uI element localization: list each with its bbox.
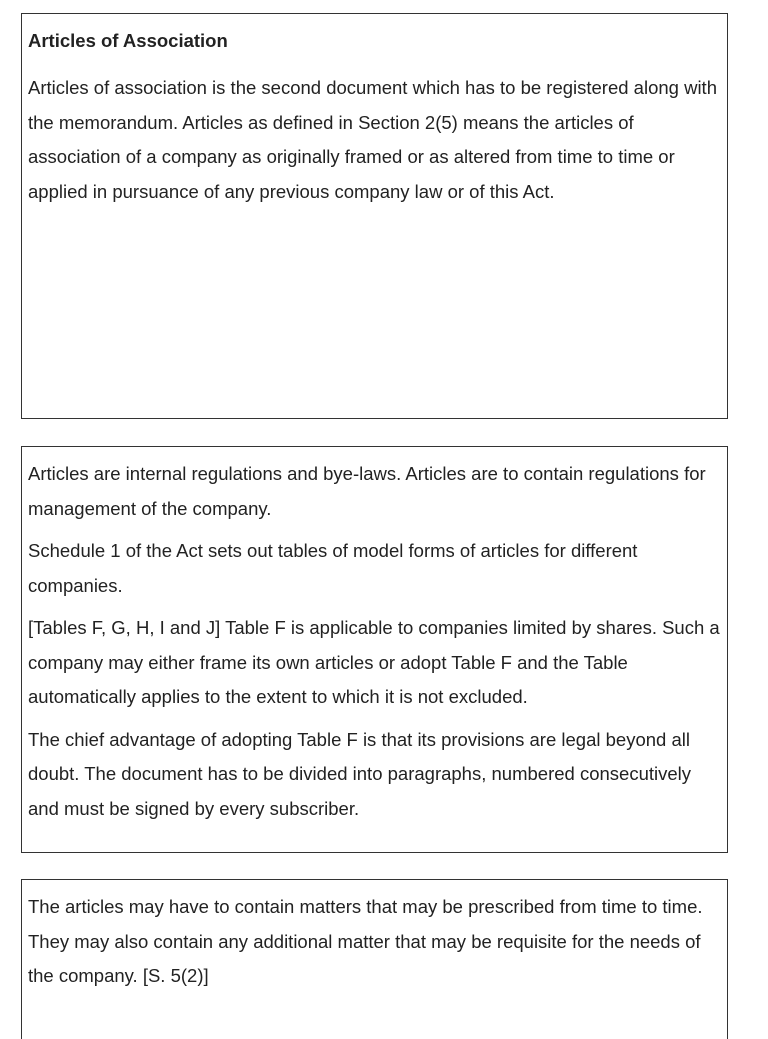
slide-box-contents bbox=[21, 879, 728, 1039]
paragraph-advantage: The chief advantage of adopting Table F is that its provisions are legal beyond all doubt. The document has to be divided into paragraphs, numbered consecutively and must be signed by every subscriber. bbox=[28, 728, 692, 819]
section-heading: Articles of Association bbox=[28, 30, 228, 51]
paragraph-table-f: [Tables F, G, H, I and J] Table F is applicable to companies limited by shares. Such a company may either frame its own articles or adopt Table F and the Table automatically applies to the extent to which it is not excluded. bbox=[28, 617, 720, 707]
slide-box-regulations bbox=[21, 446, 728, 853]
paragraph-internal-regulations: Articles are internal regulations and bye-laws. Articles are to contain regulations for management of the company. bbox=[28, 463, 706, 519]
slide-box-articles-intro bbox=[21, 13, 728, 419]
intro-paragraph: Articles of association is the second document which has to be registered along with the memorandum. Articles as defined in Section 2(5) means the articles of association of a company as originally framed or as altered from time to time or applied in pursuance of any previous company law or of this Act. bbox=[28, 77, 717, 202]
paragraph-prescribed-matters: The articles may have to contain matters that may be prescribed from time to time. They may also contain any additional matter that may be requisite for the needs of the company. [S. 5(2)] bbox=[28, 896, 703, 986]
paragraph-schedule-1: Schedule 1 of the Act sets out tables of model forms of articles for different companies. bbox=[28, 540, 638, 596]
